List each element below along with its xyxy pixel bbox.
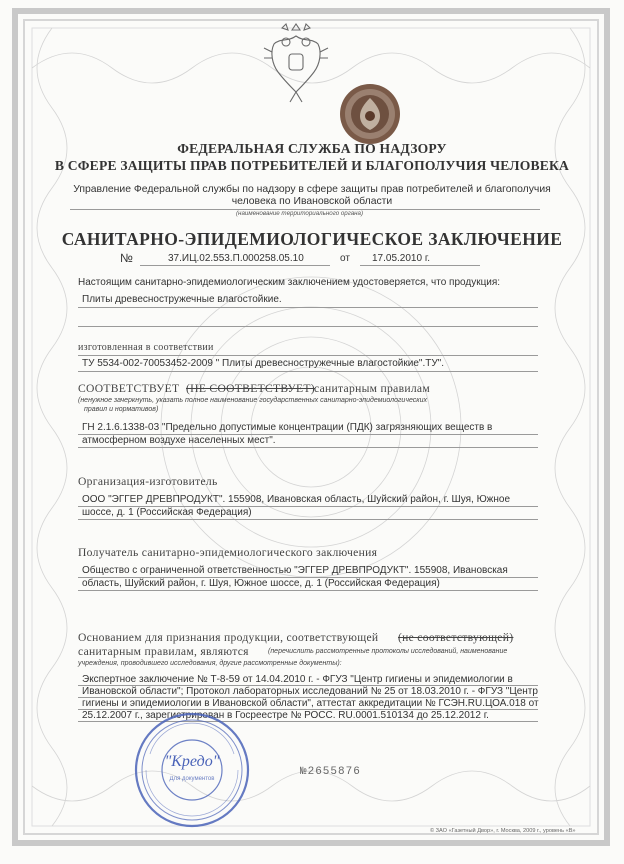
basis-text-line1: Экспертное заключение № Т-8-59 от 14.04.2010 г. - ФГУЗ "Центр гигиены и эпидемиологии в xyxy=(82,674,513,685)
standard-underline xyxy=(78,371,538,372)
manufacturer-underline-2 xyxy=(78,519,538,520)
intro-text: Настоящим санитарно-эпидемиологическим заключением удостоверяется, что продукция: xyxy=(78,277,501,288)
number-underline xyxy=(140,265,330,266)
manufacturer-line2: шоссе, д. 1 (Российская Федерация) xyxy=(82,507,252,518)
conformity-struck: (НЕ СООТВЕТСТВУЕТ) xyxy=(186,382,315,395)
basis-underline-1 xyxy=(78,685,538,686)
stamp-sub-text: Для документов xyxy=(169,776,215,782)
date-from-label: от xyxy=(340,253,350,264)
serial-number: №2655876 xyxy=(300,766,361,778)
basis-line1: Основанием для признания продукции, соответствующей xyxy=(78,631,379,644)
agency-name-line1: ФЕДЕРАЛЬНАЯ СЛУЖБА ПО НАДЗОРУ xyxy=(177,141,447,156)
basis-text-line2: Ивановской области"; Протокол лабораторных исследований № 25 от 18.03.2010 г. - ФГУЗ "Центр xyxy=(82,686,538,697)
basis-struck: (не соответствующей) xyxy=(398,631,514,644)
department-line2: человека по Ивановской области xyxy=(231,196,393,207)
basis-line2: санитарным правилам, являются xyxy=(78,645,249,658)
product-underline-2 xyxy=(78,326,538,327)
recipient-heading: Получатель санитарно-эпидемиологического заключения xyxy=(78,546,378,559)
manufactured-heading: изготовленная в соответствии xyxy=(78,342,214,353)
printer-imprint: © ЗАО «Газетный Двор», г. Москва, 2009 г., уровень «В» xyxy=(430,828,576,834)
recipient-line1: Общество с ограниченной ответственностью "ЭГГЕР ДРЕВПРОДУКТ". 155908, Ивановская xyxy=(82,565,508,576)
basis-underline-2 xyxy=(78,697,538,698)
manufactured-standard: ТУ 5534-002-70053452-2009 " Плиты древесностружечные влагостойкие".ТУ". xyxy=(82,358,445,369)
stamp-center-text: "Кредо" xyxy=(164,753,220,770)
basis-text-line4: 25.12.2007 г., зарегистрирован в Госреестре № РОСС. RU.0001.510134 до 25.12.2012 г. xyxy=(82,710,489,721)
conformity-tail: санитарным правилам xyxy=(314,382,431,395)
rules-underline-2 xyxy=(78,447,538,448)
agency-name-line2: В СФЕРЕ ЗАЩИТЫ ПРАВ ПОТРЕБИТЕЛЕЙ И БЛАГОПОЛУЧИЯ ЧЕЛОВЕКА xyxy=(54,158,570,173)
conformity-word: СООТВЕТСТВУЕТ xyxy=(78,382,180,395)
conformity-note-line1: (ненужное зачеркнуть, указать полное наименование государственных санитарно-эпидемиологических xyxy=(78,397,427,404)
recipient-underline-2 xyxy=(78,590,538,591)
certificate-date: 17.05.2010 г. xyxy=(372,253,431,264)
number-label: № xyxy=(120,251,133,265)
double-headed-eagle-emblem-icon xyxy=(262,22,330,104)
basis-note-line1: (перечислить рассмотренные протоколы исследований, наименование xyxy=(268,648,508,655)
product-name: Плиты древесностружечные влагостойкие. xyxy=(82,294,282,305)
rules-underline xyxy=(78,434,538,435)
manufacturer-underline xyxy=(78,506,538,507)
manufactured-underline xyxy=(78,355,538,356)
manufacturer-line1: ООО "ЭГГЕР ДРЕВПРОДУКТ". 155908, Ивановская область, Шуйский район, г. Шуя, Южное xyxy=(82,494,511,505)
rules-line2: атмосферном воздухе населенных мест". xyxy=(82,435,276,446)
product-underline xyxy=(78,307,538,308)
document-title: САНИТАРНО-ЭПИДЕМИОЛОГИЧЕСКОЕ ЗАКЛЮЧЕНИЕ xyxy=(61,229,563,249)
recipient-line2: область, Шуйский район, г. Шуя, Южное шоссе, д. 1 (Российская Федерация) xyxy=(82,578,440,589)
recipient-underline xyxy=(78,577,538,578)
hologram-seal-icon xyxy=(338,82,402,146)
basis-note-line2: учреждения, проводившего исследования, другие рассмотренные документы): xyxy=(78,660,342,667)
basis-text-line3: гигиены и эпидемиологии в Ивановской области", аттестат аккредитации № ГСЭН.RU.ЦОА.018 от xyxy=(82,698,539,709)
conformity-note-line2: правил и нормативов) xyxy=(84,406,159,413)
manufacturer-heading: Организация-изготовитель xyxy=(78,475,218,488)
date-underline xyxy=(360,265,480,266)
department-line1: Управление Федеральной службы по надзору в сфере защиты прав потребителей и благополучия xyxy=(73,184,551,195)
certificate-number: 37.ИЦ.02.553.П.000258.05.10 xyxy=(168,253,304,264)
department-caption: (наименование территориального органа) xyxy=(236,210,364,217)
blue-round-stamp xyxy=(132,710,252,830)
rules-line1: ГН 2.1.6.1338-03 "Предельно допустимые концентрации (ПДК) загрязняющих веществ в xyxy=(82,422,493,433)
